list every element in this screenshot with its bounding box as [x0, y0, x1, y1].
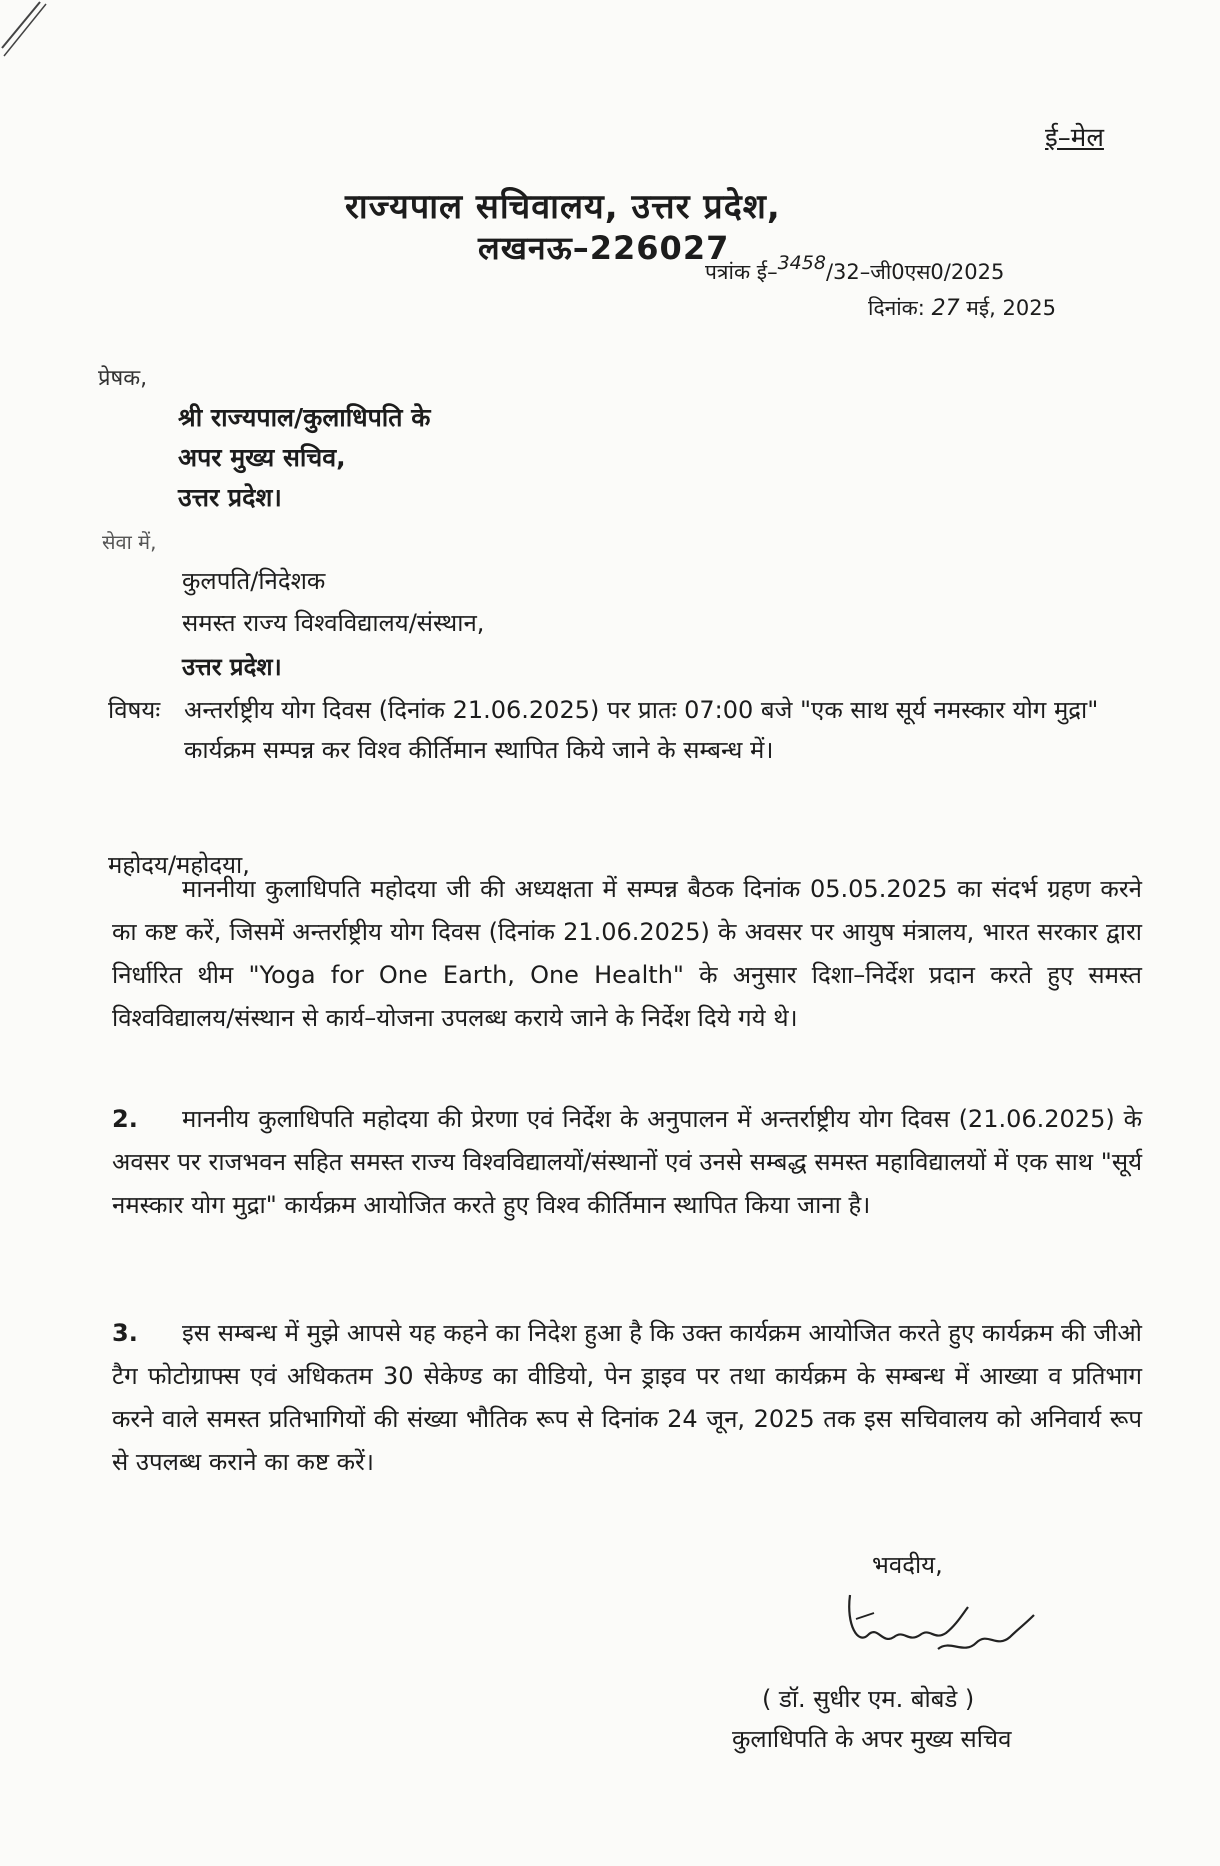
recipient-line-3: उत्तर प्रदेश। [182, 653, 282, 681]
email-label: ई–मेल [1045, 123, 1104, 153]
date-suffix: मई, 2025 [966, 296, 1056, 320]
ref-suffix: /32–जी0एस0/2025 [825, 260, 1005, 284]
date-prefix: दिनांक: [868, 296, 925, 320]
signatory-designation: कुलाधिपति के अपर मुख्य सचिव [732, 1725, 1012, 1753]
paragraph-2-text: माननीय कुलाधिपति महोदया की प्रेरणा एवं निर्देश के अनुपालन में अन्तर्राष्ट्रीय योग दिवस (21.06.2025) के अवसर पर राजभवन सहित समस्त राज्य विश्वविद्यालयों/संस्थानों एवं उनसे सम्बद्ध समस्त महाविद्यालयों में एक साथ "सूर्य नमस्कार योग मुद्रा" कार्यक्रम आयोजित करते हुए विश्व कीर्तिमान स्थापित किया जाना है। [112, 1105, 1142, 1219]
ref-prefix: पत्रांक ई– [705, 260, 778, 284]
sender-line-1: श्री राज्यपाल/कुलाधिपति के [178, 403, 431, 432]
salutation: महोदय/महोदया, [108, 851, 250, 879]
paragraph-3 [112, 1312, 1142, 1484]
paragraph-1 [112, 868, 1142, 1040]
valediction: भवदीय, [872, 1551, 943, 1579]
subject-block [108, 690, 1138, 770]
signatory-name: ( डॉ. सुधीर एम. बोबडे ) [762, 1685, 975, 1713]
subject-text: अन्तर्राष्ट्रीय योग दिवस (दिनांक 21.06.2025) पर प्रातः 07:00 बजे "एक साथ सूर्य नमस्कार योग मुद्रा" कार्यक्रम सम्पन्न कर विश्व कीर्तिमान स्थापित किये जाने के सम्बन्ध में। [184, 696, 1099, 764]
paragraph-3-text: इस सम्बन्ध में मुझे आपसे यह कहने का निदेश हुआ है कि उक्त कार्यक्रम आयोजित करते हुए कार्यक्रम की जीओ टैग फोटोग्राफ्स एवं अधिकतम 30 सेकेण्ड का वीडियो, पेन ड्राइव पर तथा कार्यक्रम के सम्बन्ध में आख्या व प्रतिभाग करने वाले समस्त प्रतिभागियों की संख्या भौतिक रूप से दिनांक 24 जून, 2025 तक इस सचिवालय को अनिवार्य रूप से उपलब्ध कराने का कष्ट करें। [112, 1319, 1142, 1476]
recipient-label: सेवा में, [102, 530, 157, 554]
office-name: राज्यपाल सचिवालय, उत्तर प्रदेश, [345, 187, 781, 227]
reference-number [705, 252, 1005, 286]
recipient-line-1: कुलपति/निदेशक [182, 567, 326, 595]
corner-pen-mark [0, 0, 60, 60]
subject-label: विषयः [108, 696, 161, 724]
recipient-line-2: समस्त राज्य विश्वविद्यालय/संस्थान, [182, 609, 485, 637]
office-city: लखनऊ–226027 [478, 229, 730, 267]
paragraph-2 [112, 1098, 1142, 1227]
date-day: 27 [931, 296, 960, 321]
paragraph-3-number: 3. [112, 1319, 138, 1347]
letter-date [868, 294, 1056, 322]
paragraph-1-text: माननीया कुलाधिपति महोदया जी की अध्यक्षता में सम्पन्न बैठक दिनांक 05.05.2025 का संदर्भ ग्रहण करने का कष्ट करें, जिसमें अन्तर्राष्ट्रीय योग दिवस (दिनांक 21.06.2025) के अवसर पर आयुष मंत्रालय, भारत सरकार द्वारा निर्धारित थीम "Yoga for One Earth, One Health" के अनुसार दिशा–निर्देश प्रदान करते हुए समस्त विश्वविद्यालय/संस्थान से कार्य–योजना उपलब्ध कराये जाने के निर्देश दिये गये थे। [112, 875, 1142, 1032]
sender-line-3: उत्तर प्रदेश। [178, 483, 282, 512]
sender-line-2: अपर मुख्य सचिव, [178, 443, 346, 472]
sender-label: प्रेषक, [98, 366, 148, 391]
handwritten-signature [838, 1585, 1038, 1670]
paragraph-2-number: 2. [112, 1105, 138, 1133]
ref-number: 3458 [777, 252, 826, 274]
